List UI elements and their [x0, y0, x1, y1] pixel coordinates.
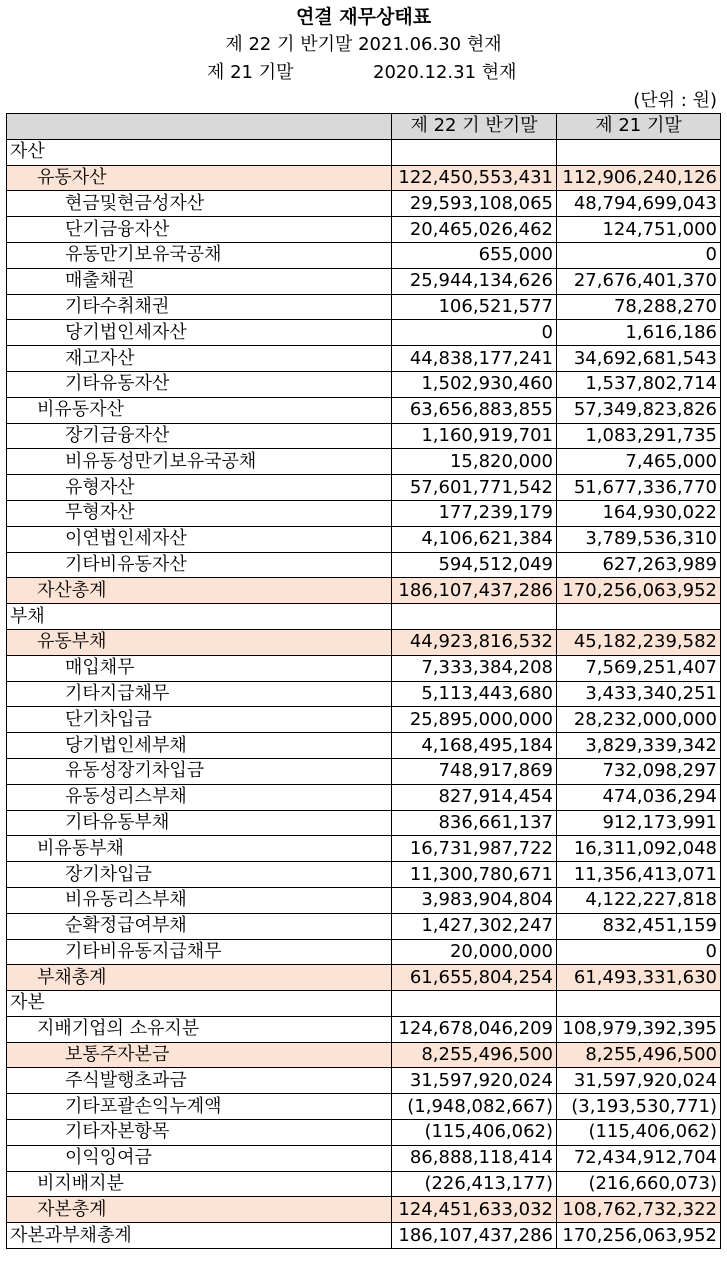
- prior-period-date: 2020.12.31 현재: [373, 62, 517, 83]
- prior-period-value-cell: 78,288,270: [557, 294, 721, 320]
- account-name-cell: 기타비유동지급채무: [7, 939, 392, 965]
- account-name-cell: 기타지급채무: [7, 681, 392, 707]
- prior-period-value-cell: 31,597,920,024: [557, 1068, 721, 1094]
- current-period-value-cell: (115,406,062): [392, 1120, 557, 1146]
- account-name-cell: 부채총계: [7, 965, 392, 991]
- account-name-cell: 기타포괄손익누계액: [7, 1094, 392, 1120]
- current-period-value-cell: 827,914,454: [392, 784, 557, 810]
- table-row: [7, 1120, 721, 1146]
- prior-period-value-cell: 27,676,401,370: [557, 268, 721, 294]
- current-period-value-cell: 20,000,000: [392, 939, 557, 965]
- account-name-cell: 주식발행초과금: [7, 1068, 392, 1094]
- table-row: [7, 1016, 721, 1042]
- prior-period-value-cell: 474,036,294: [557, 784, 721, 810]
- prior-period-value-cell: 72,434,912,704: [557, 1145, 721, 1171]
- table-row: [7, 139, 721, 165]
- prior-period-value-cell: 832,451,159: [557, 913, 721, 939]
- current-period-value-cell: 1,427,302,247: [392, 913, 557, 939]
- prior-period-value-cell: 16,311,092,048: [557, 836, 721, 862]
- account-name-cell: 유형자산: [7, 475, 392, 501]
- current-period-value-cell: 3,983,904,804: [392, 887, 557, 913]
- account-name-cell: 비유동리스부채: [7, 887, 392, 913]
- current-period-value-cell: [392, 604, 557, 630]
- table-row: [7, 1042, 721, 1068]
- header-cell-current-period: 제 22 기 반기말: [392, 114, 557, 140]
- header-cell-account: [7, 114, 392, 140]
- prior-period-value-cell: 124,751,000: [557, 217, 721, 243]
- account-name-cell: 유동부채: [7, 629, 392, 655]
- current-period-value-cell: 11,300,780,671: [392, 862, 557, 888]
- current-period-value-cell: (1,948,082,667): [392, 1094, 557, 1120]
- table-row: [7, 1068, 721, 1094]
- prior-period-value-cell: 11,356,413,071: [557, 862, 721, 888]
- prior-period-value-cell: 164,930,022: [557, 500, 721, 526]
- current-period-value-cell: 4,106,621,384: [392, 526, 557, 552]
- account-name-cell: 유동자산: [7, 165, 392, 191]
- table-row: [7, 629, 721, 655]
- current-period-value-cell: 29,593,108,065: [392, 191, 557, 217]
- table-row: [7, 810, 721, 836]
- account-name-cell: 비지배지분: [7, 1171, 392, 1197]
- balance-sheet-table: [6, 113, 721, 1249]
- prior-period-value-cell: 57,349,823,826: [557, 397, 721, 423]
- account-name-cell: 유동성장기차입금: [7, 758, 392, 784]
- table-row: [7, 294, 721, 320]
- prior-period-value-cell: 1,537,802,714: [557, 371, 721, 397]
- current-period-value-cell: 44,838,177,241: [392, 346, 557, 372]
- table-row: [7, 268, 721, 294]
- account-name-cell: 기타수취채권: [7, 294, 392, 320]
- account-name-cell: 당기법인세부채: [7, 733, 392, 759]
- prior-period-value-cell: 732,098,297: [557, 758, 721, 784]
- current-period-value-cell: 61,655,804,254: [392, 965, 557, 991]
- account-name-cell: 기타비유동자산: [7, 552, 392, 578]
- current-period-value-cell: 594,512,049: [392, 552, 557, 578]
- current-period-value-cell: 25,895,000,000: [392, 707, 557, 733]
- prior-period-value-cell: 3,829,339,342: [557, 733, 721, 759]
- table-row: [7, 475, 721, 501]
- table-row: [7, 191, 721, 217]
- current-period-value-cell: 16,731,987,722: [392, 836, 557, 862]
- table-row: [7, 784, 721, 810]
- account-name-cell: 매입채무: [7, 655, 392, 681]
- table-row: [7, 991, 721, 1017]
- current-period-line: 제 22 기 반기말 2021.06.30 현재: [225, 34, 502, 55]
- account-name-cell: 지배기업의 소유지분: [7, 1016, 392, 1042]
- table-row: [7, 320, 721, 346]
- table-row: [7, 165, 721, 191]
- current-period-value-cell: 20,465,026,462: [392, 217, 557, 243]
- table-row: [7, 1223, 721, 1249]
- current-period-value-cell: 186,107,437,286: [392, 578, 557, 604]
- account-name-cell: 순확정급여부채: [7, 913, 392, 939]
- current-period-value-cell: 25,944,134,626: [392, 268, 557, 294]
- account-name-cell: 이익잉여금: [7, 1145, 392, 1171]
- account-name-cell: 유동성리스부채: [7, 784, 392, 810]
- header-cell-prior-period: 제 21 기말: [557, 114, 721, 140]
- account-name-cell: 자본: [7, 991, 392, 1017]
- account-name-cell: 자산: [7, 139, 392, 165]
- account-name-cell: 기타유동부채: [7, 810, 392, 836]
- table-row: [7, 733, 721, 759]
- current-period-value-cell: 836,661,137: [392, 810, 557, 836]
- table-row: [7, 758, 721, 784]
- table-row: [7, 371, 721, 397]
- current-period-value-cell: 63,656,883,855: [392, 397, 557, 423]
- prior-period-value-cell: 912,173,991: [557, 810, 721, 836]
- unit-label: (단위 : 원): [633, 90, 717, 111]
- account-name-cell: 무형자산: [7, 500, 392, 526]
- prior-period-value-cell: 1,616,186: [557, 320, 721, 346]
- current-period-value-cell: 106,521,577: [392, 294, 557, 320]
- prior-period-value-cell: (3,193,530,771): [557, 1094, 721, 1120]
- current-period-value-cell: 124,678,046,209: [392, 1016, 557, 1042]
- prior-period-value-cell: 112,906,240,126: [557, 165, 721, 191]
- account-name-cell: 현금및현금성자산: [7, 191, 392, 217]
- current-period-value-cell: 655,000: [392, 242, 557, 268]
- current-period-value-cell: 177,239,179: [392, 500, 557, 526]
- prior-period-value-cell: 28,232,000,000: [557, 707, 721, 733]
- table-row: [7, 1145, 721, 1171]
- table-row: [7, 217, 721, 243]
- prior-period-value-cell: 61,493,331,630: [557, 965, 721, 991]
- account-name-cell: 비유동성만기보유국공채: [7, 449, 392, 475]
- table-row: [7, 913, 721, 939]
- table-row: [7, 449, 721, 475]
- table-row: [7, 655, 721, 681]
- account-name-cell: 기타자본항목: [7, 1120, 392, 1146]
- table-row: [7, 423, 721, 449]
- account-name-cell: 당기법인세자산: [7, 320, 392, 346]
- prior-period-value-cell: 170,256,063,952: [557, 578, 721, 604]
- table-row: [7, 1171, 721, 1197]
- prior-period-value-cell: 8,255,496,500: [557, 1042, 721, 1068]
- prior-period-value-cell: 108,979,392,395: [557, 1016, 721, 1042]
- current-period-value-cell: 31,597,920,024: [392, 1068, 557, 1094]
- current-period-value-cell: 748,917,869: [392, 758, 557, 784]
- table-row: [7, 939, 721, 965]
- account-name-cell: 재고자산: [7, 346, 392, 372]
- prior-period-value-cell: 0: [557, 242, 721, 268]
- account-name-cell: 부채: [7, 604, 392, 630]
- current-period-value-cell: 8,255,496,500: [392, 1042, 557, 1068]
- prior-period-value-cell: 34,692,681,543: [557, 346, 721, 372]
- prior-period-value-cell: [557, 139, 721, 165]
- prior-period-value-cell: 3,433,340,251: [557, 681, 721, 707]
- table-row: [7, 346, 721, 372]
- table-row: [7, 242, 721, 268]
- statement-title: 연결 재무상태표: [295, 6, 432, 28]
- prior-period-value-cell: 7,569,251,407: [557, 655, 721, 681]
- account-name-cell: 비유동자산: [7, 397, 392, 423]
- prior-period-value-cell: 3,789,536,310: [557, 526, 721, 552]
- account-name-cell: 단기금융자산: [7, 217, 392, 243]
- table-body: [7, 139, 721, 1248]
- account-name-cell: 장기금융자산: [7, 423, 392, 449]
- current-period-value-cell: 0: [392, 320, 557, 346]
- current-period-value-cell: [392, 139, 557, 165]
- account-name-cell: 기타유동자산: [7, 371, 392, 397]
- prior-period-label: 제 21 기말: [207, 62, 294, 83]
- current-period-value-cell: 1,160,919,701: [392, 423, 557, 449]
- current-period-value-cell: 15,820,000: [392, 449, 557, 475]
- current-period-value-cell: 1,502,930,460: [392, 371, 557, 397]
- current-period-value-cell: 86,888,118,414: [392, 1145, 557, 1171]
- table-row: [7, 836, 721, 862]
- current-period-value-cell: 57,601,771,542: [392, 475, 557, 501]
- table-row: [7, 862, 721, 888]
- table-row: [7, 500, 721, 526]
- current-period-value-cell: 4,168,495,184: [392, 733, 557, 759]
- prior-period-value-cell: [557, 604, 721, 630]
- prior-period-value-cell: 4,122,227,818: [557, 887, 721, 913]
- current-period-value-cell: 186,107,437,286: [392, 1223, 557, 1249]
- table-row: [7, 552, 721, 578]
- table-row: [7, 1094, 721, 1120]
- current-period-value-cell: 44,923,816,532: [392, 629, 557, 655]
- account-name-cell: 장기차입금: [7, 862, 392, 888]
- table-row: [7, 707, 721, 733]
- current-period-value-cell: 5,113,443,680: [392, 681, 557, 707]
- current-period-value-cell: 122,450,553,431: [392, 165, 557, 191]
- prior-period-value-cell: 170,256,063,952: [557, 1223, 721, 1249]
- prior-period-value-cell: 1,083,291,735: [557, 423, 721, 449]
- current-period-value-cell: 124,451,633,032: [392, 1197, 557, 1223]
- prior-period-value-cell: [557, 991, 721, 1017]
- prior-period-value-cell: 51,677,336,770: [557, 475, 721, 501]
- account-name-cell: 자산총계: [7, 578, 392, 604]
- account-name-cell: 자본총계: [7, 1197, 392, 1223]
- account-name-cell: 유동만기보유국공채: [7, 242, 392, 268]
- table-row: [7, 965, 721, 991]
- prior-period-value-cell: 0: [557, 939, 721, 965]
- table-row: [7, 1197, 721, 1223]
- prior-period-value-cell: 627,263,989: [557, 552, 721, 578]
- current-period-value-cell: 7,333,384,208: [392, 655, 557, 681]
- account-name-cell: 자본과부채총계: [7, 1223, 392, 1249]
- prior-period-value-cell: (216,660,073): [557, 1171, 721, 1197]
- prior-period-value-cell: 45,182,239,582: [557, 629, 721, 655]
- current-period-value-cell: [392, 991, 557, 1017]
- table-row: [7, 887, 721, 913]
- table-row: [7, 681, 721, 707]
- account-name-cell: 비유동부채: [7, 836, 392, 862]
- prior-period-value-cell: 48,794,699,043: [557, 191, 721, 217]
- prior-period-value-cell: 7,465,000: [557, 449, 721, 475]
- account-name-cell: 보통주자본금: [7, 1042, 392, 1068]
- table-header-row: [7, 114, 721, 140]
- current-period-value-cell: (226,413,177): [392, 1171, 557, 1197]
- account-name-cell: 매출채권: [7, 268, 392, 294]
- account-name-cell: 단기차입금: [7, 707, 392, 733]
- table-row: [7, 578, 721, 604]
- table-row: [7, 526, 721, 552]
- table-row: [7, 397, 721, 423]
- prior-period-value-cell: (115,406,062): [557, 1120, 721, 1146]
- prior-period-value-cell: 108,762,732,322: [557, 1197, 721, 1223]
- table-row: [7, 604, 721, 630]
- account-name-cell: 이연법인세자산: [7, 526, 392, 552]
